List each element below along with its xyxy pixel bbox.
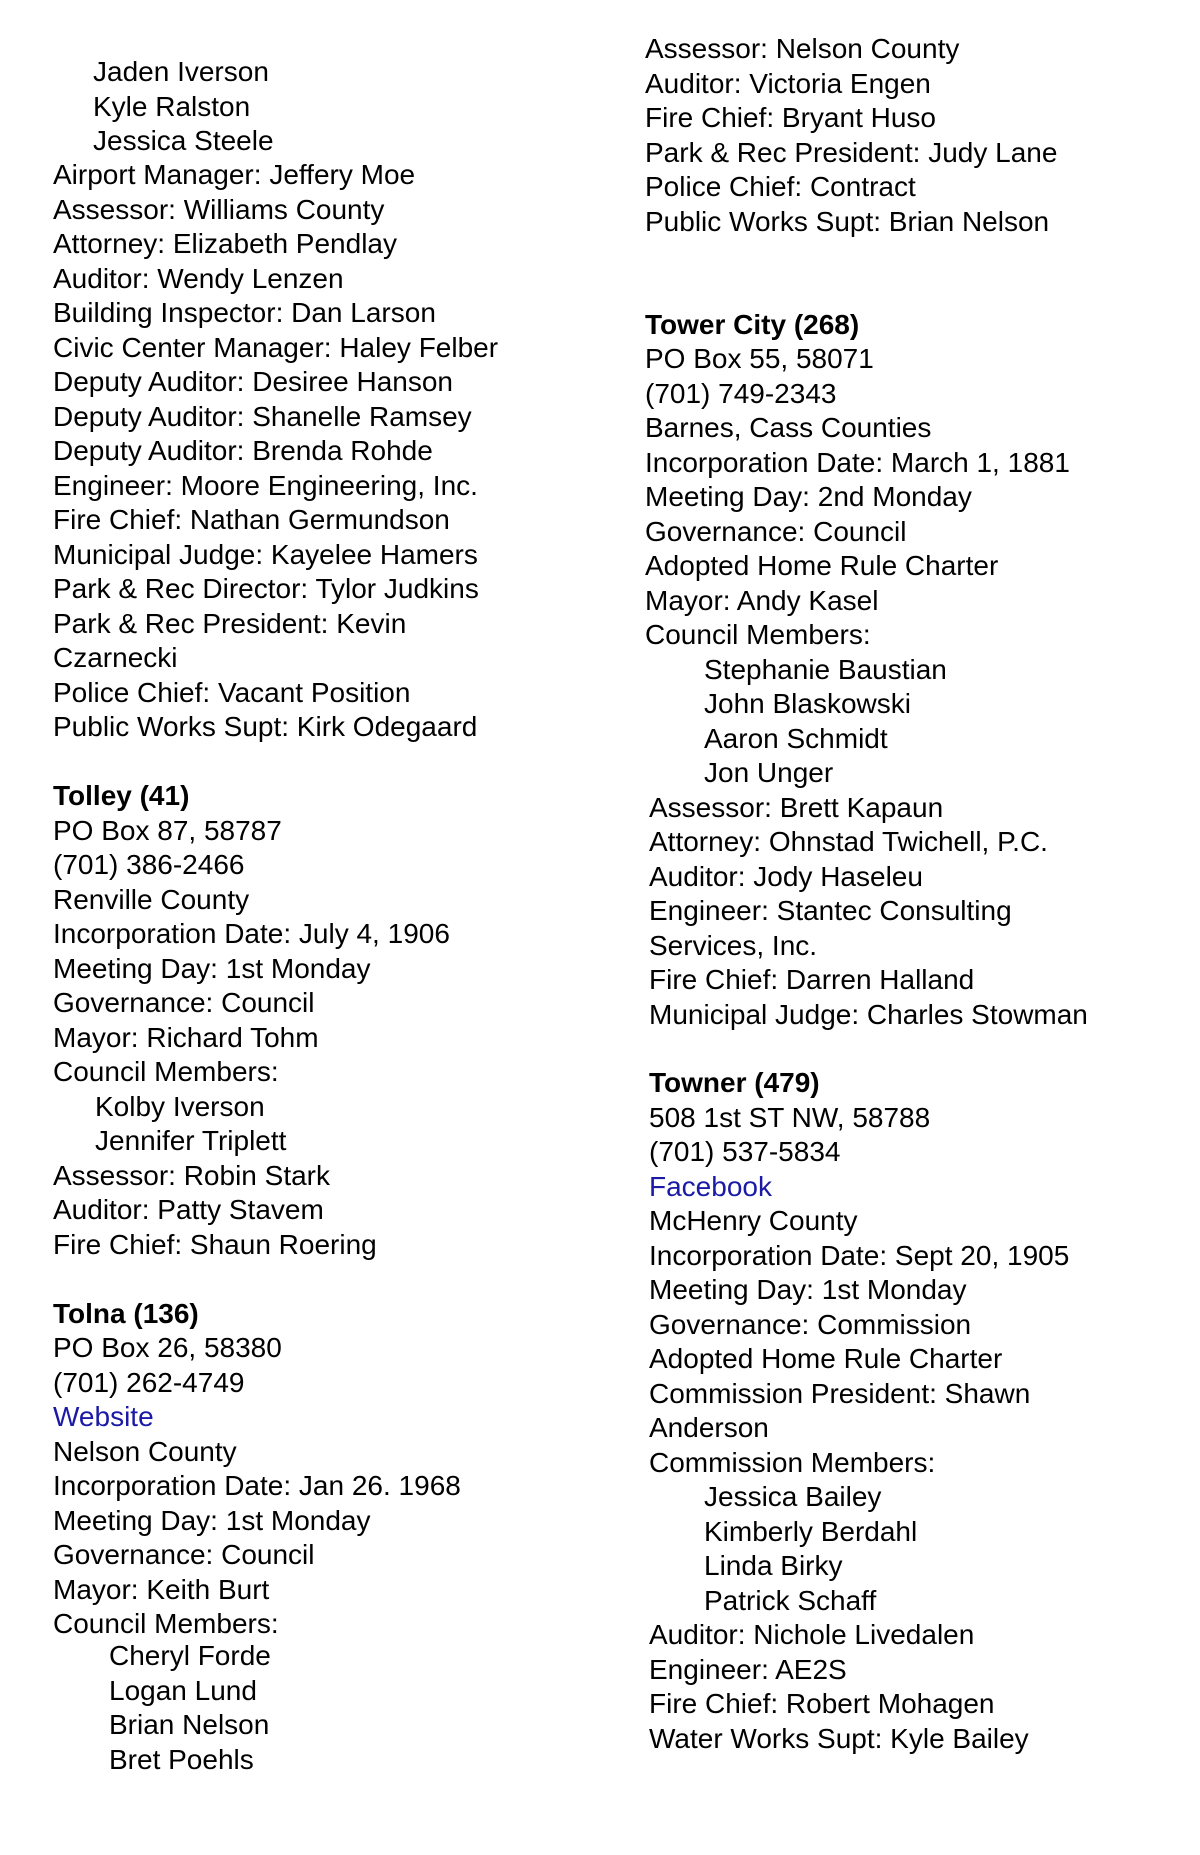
official-line: Assessor: Williams County: [53, 194, 385, 225]
facebook-link[interactable]: Facebook: [649, 1171, 772, 1202]
meeting-day: Meeting Day: 1st Monday: [649, 1274, 967, 1305]
city-address: PO Box 26, 58380: [53, 1332, 282, 1363]
meeting-day: Meeting Day: 2nd Monday: [645, 481, 972, 512]
incorporation-date: Incorporation Date: March 1, 1881: [645, 447, 1070, 478]
city-heading: Tower City (268): [645, 309, 860, 340]
council-member: Jessica Steele: [93, 125, 274, 156]
commission-president: Commission President: Shawn: [649, 1378, 1031, 1409]
governance: Governance: Commission: [649, 1309, 972, 1340]
official-line: Park & Rec President: Kevin: [53, 608, 407, 639]
home-rule-charter: Adopted Home Rule Charter: [645, 550, 999, 581]
official-line: Deputy Auditor: Desiree Hanson: [53, 366, 453, 397]
council-member: Stephanie Baustian: [704, 654, 947, 685]
official-line: Auditor: Wendy Lenzen: [53, 263, 344, 294]
council-member: Aaron Schmidt: [704, 723, 888, 754]
official-line: Engineer: AE2S: [649, 1654, 847, 1685]
council-member: Brian Nelson: [109, 1709, 270, 1740]
official-line: Airport Manager: Jeffery Moe: [53, 159, 416, 190]
official-line: Fire Chief: Robert Mohagen: [649, 1688, 995, 1719]
official-line: Park & Rec Director: Tylor Judkins: [53, 573, 479, 604]
mayor: Mayor: Richard Tohm: [53, 1022, 319, 1053]
official-line: Assessor: Nelson County: [645, 33, 960, 64]
incorporation-date: Incorporation Date: July 4, 1906: [53, 918, 450, 949]
official-line: Deputy Auditor: Shanelle Ramsey: [53, 401, 472, 432]
city-address: PO Box 55, 58071: [645, 343, 874, 374]
official-line: Police Chief: Contract: [645, 171, 916, 202]
official-line: Czarnecki: [53, 642, 178, 673]
meeting-day: Meeting Day: 1st Monday: [53, 953, 371, 984]
governance: Governance: Council: [53, 987, 315, 1018]
official-line: Engineer: Moore Engineering, Inc.: [53, 470, 478, 501]
council-label: Council Members:: [53, 1056, 279, 1087]
council-member: Jaden Iverson: [93, 56, 269, 87]
city-county: McHenry County: [649, 1205, 858, 1236]
official-line: Civic Center Manager: Haley Felber: [53, 332, 499, 363]
council-label: Council Members:: [645, 619, 871, 650]
official-line: Auditor: Jody Haseleu: [649, 861, 923, 892]
official-line: Assessor: Robin Stark: [53, 1160, 330, 1191]
council-member: Jon Unger: [704, 757, 834, 788]
website-link[interactable]: Website: [53, 1401, 154, 1432]
incorporation-date: Incorporation Date: Jan 26. 1968: [53, 1470, 461, 1501]
commission-members-label: Commission Members:: [649, 1447, 936, 1478]
commission-member: Patrick Schaff: [704, 1585, 877, 1616]
mayor: Mayor: Andy Kasel: [645, 585, 879, 616]
official-line: Services, Inc.: [649, 930, 818, 961]
city-address: 508 1st ST NW, 58788: [649, 1102, 931, 1133]
incorporation-date: Incorporation Date: Sept 20, 1905: [649, 1240, 1070, 1271]
official-line: Auditor: Victoria Engen: [645, 68, 931, 99]
commission-member: Kimberly Berdahl: [704, 1516, 918, 1547]
city-heading: Tolley (41): [53, 780, 190, 811]
council-member: Jennifer Triplett: [95, 1125, 287, 1156]
official-line: Park & Rec President: Judy Lane: [645, 137, 1058, 168]
official-line: Water Works Supt: Kyle Bailey: [649, 1723, 1029, 1754]
governance: Governance: Council: [53, 1539, 315, 1570]
official-line: Public Works Supt: Kirk Odegaard: [53, 711, 478, 742]
city-county: Nelson County: [53, 1436, 237, 1467]
city-phone: (701) 537-5834: [649, 1136, 841, 1167]
official-line: Public Works Supt: Brian Nelson: [645, 206, 1050, 237]
official-line: Municipal Judge: Kayelee Hamers: [53, 539, 478, 570]
city-county: Barnes, Cass Counties: [645, 412, 932, 443]
governance: Governance: Council: [645, 516, 907, 547]
official-line: Building Inspector: Dan Larson: [53, 297, 436, 328]
official-line: Deputy Auditor: Brenda Rohde: [53, 435, 433, 466]
council-member: Bret Poehls: [109, 1744, 254, 1775]
home-rule-charter: Adopted Home Rule Charter: [649, 1343, 1003, 1374]
council-member: Logan Lund: [109, 1675, 257, 1706]
city-heading: Tolna (136): [53, 1298, 199, 1329]
commission-member: Jessica Bailey: [704, 1481, 882, 1512]
city-phone: (701) 262-4749: [53, 1367, 245, 1398]
council-label: Council Members:: [53, 1608, 279, 1639]
council-member: Cheryl Forde: [109, 1640, 271, 1671]
council-member: John Blaskowski: [704, 688, 911, 719]
official-line: Police Chief: Vacant Position: [53, 677, 411, 708]
city-phone: (701) 749-2343: [645, 378, 837, 409]
city-address: PO Box 87, 58787: [53, 815, 282, 846]
official-line: Attorney: Ohnstad Twichell, P.C.: [649, 826, 1048, 857]
commission-member: Linda Birky: [704, 1550, 843, 1581]
official-line: Auditor: Nichole Livedalen: [649, 1619, 975, 1650]
council-member: Kolby Iverson: [95, 1091, 265, 1122]
mayor: Mayor: Keith Burt: [53, 1574, 270, 1605]
city-phone: (701) 386-2466: [53, 849, 245, 880]
meeting-day: Meeting Day: 1st Monday: [53, 1505, 371, 1536]
official-line: Fire Chief: Nathan Germundson: [53, 504, 450, 535]
commission-president-continued: Anderson: [649, 1412, 769, 1443]
city-heading: Towner (479): [649, 1067, 820, 1098]
official-line: Assessor: Brett Kapaun: [649, 792, 944, 823]
official-line: Auditor: Patty Stavem: [53, 1194, 324, 1225]
official-line: Municipal Judge: Charles Stowman: [649, 999, 1088, 1030]
city-county: Renville County: [53, 884, 250, 915]
official-line: Engineer: Stantec Consulting: [649, 895, 1012, 926]
official-line: Fire Chief: Darren Halland: [649, 964, 975, 995]
official-line: Fire Chief: Shaun Roering: [53, 1229, 377, 1260]
council-member: Kyle Ralston: [93, 91, 251, 122]
official-line: Fire Chief: Bryant Huso: [645, 102, 936, 133]
official-line: Attorney: Elizabeth Pendlay: [53, 228, 397, 259]
